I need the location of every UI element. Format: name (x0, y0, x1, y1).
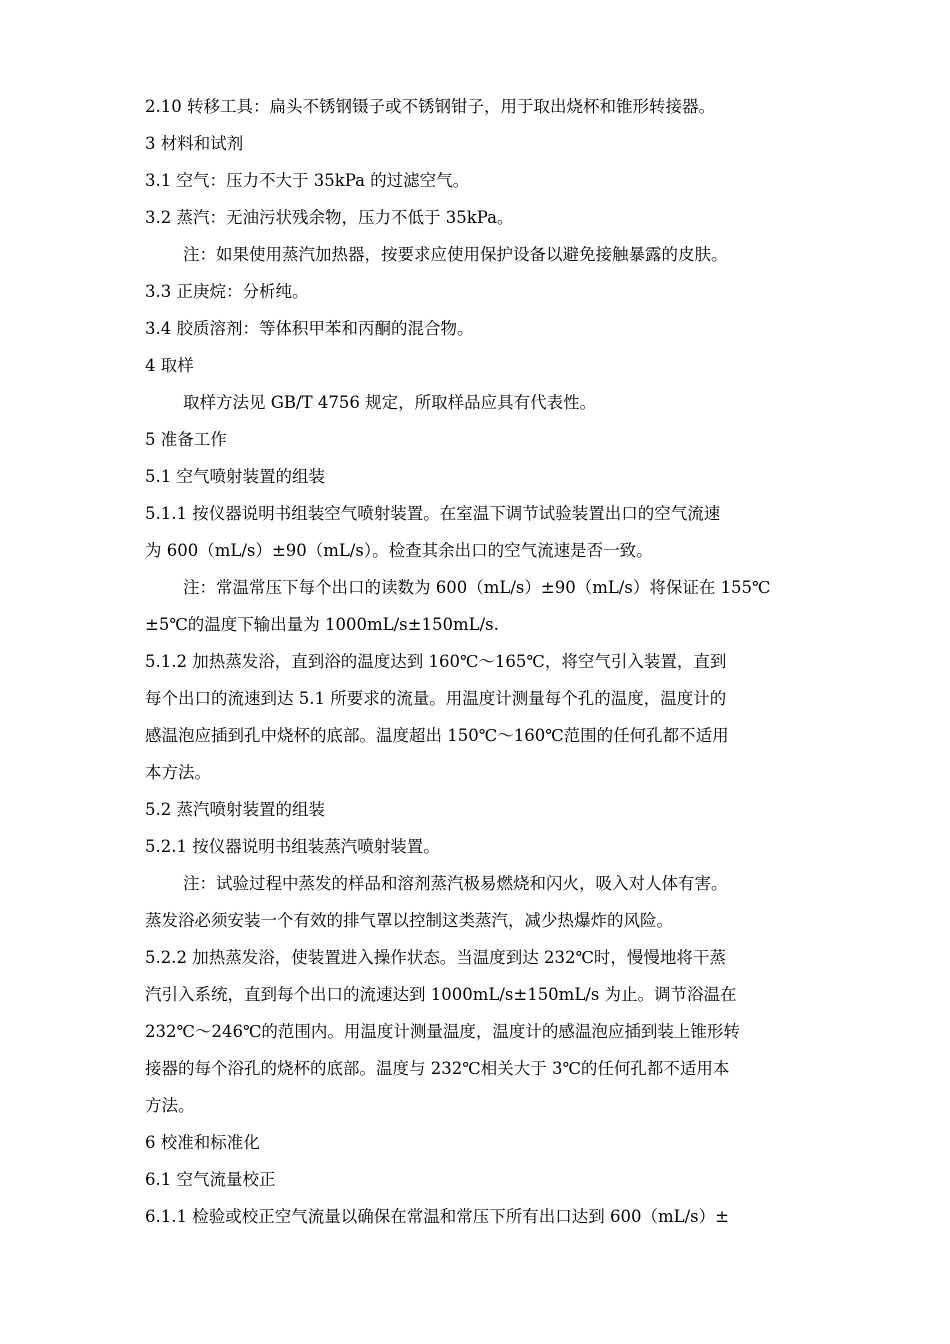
line-6-1-1: 6.1.1 检验或校正空气流量以确保在常温和常压下所有出口达到 600（mL/s）± (145, 1207, 729, 1226)
line-5-2-2-b: 汽引入系统，直到每个出口的流速达到 1000mL/s±150mL/s 为止。调节浴温在 (145, 985, 737, 1004)
line-5-2-1: 5.2.1 按仪器说明书组装蒸汽喷射装置。 (145, 837, 440, 856)
line-3-2: 3.2 蒸汽：无油污状残余物，压力不低于 35kPa。 (145, 208, 514, 227)
line-3-4: 3.4 胶质溶剂：等体积甲苯和丙酮的混合物。 (145, 319, 474, 338)
note-5-1-1-a: 注：常温常压下每个出口的读数为 600（mL/s）±90（mL/s）将保证在 155℃ (183, 578, 771, 597)
line-3-3: 3.3 正庚烷：分析纯。 (145, 282, 309, 301)
line-5-1-2-d: 本方法。 (145, 763, 211, 782)
line-5-2-2-d: 接器的每个浴孔的烧杯的底部。温度与 232℃相关大于 3℃的任何孔都不适用本 (145, 1059, 730, 1078)
line-5-1-2-b: 每个出口的流速到达 5.1 所要求的流量。用温度计测量每个孔的温度，温度计的 (145, 689, 727, 708)
heading-6: 6 校准和标准化 (145, 1133, 260, 1152)
heading-5-2: 5.2 蒸汽喷射装置的组装 (145, 800, 325, 819)
note-5-2-1-b: 蒸发浴必须安装一个有效的排气罩以控制这类蒸汽，减少热爆炸的风险。 (145, 911, 673, 930)
heading-5: 5 准备工作 (145, 430, 227, 449)
note-5-1-1-b: ±5℃的温度下输出量为 1000mL/s±150mL/s. (145, 615, 499, 634)
heading-5-1: 5.1 空气喷射装置的组装 (145, 467, 325, 486)
line-5-1-1-b: 为 600（mL/s）±90（mL/s）。检查其余出口的空气流速是否一致。 (145, 541, 653, 560)
line-3-1: 3.1 空气：压力不大于 35kPa 的过滤空气。 (145, 171, 470, 190)
line-5-1-1-a: 5.1.1 按仪器说明书组装空气喷射装置。在室温下调节试验装置出口的空气流速 (145, 504, 721, 523)
heading-3: 3 材料和试剂 (145, 134, 244, 153)
line-5-2-2-a: 5.2.2 加热蒸发浴，使装置进入操作状态。当温度到达 232℃时，慢慢地将干蒸 (145, 948, 726, 967)
heading-4: 4 取样 (145, 356, 194, 375)
line-5-1-2-c: 感温泡应插到孔中烧杯的底部。温度超出 150℃～160℃范围的任何孔都不适用 (145, 726, 729, 745)
note-steam-heater: 注：如果使用蒸汽加热器，按要求应使用保护设备以避免接触暴露的皮肤。 (183, 245, 728, 264)
sampling-paragraph: 取样方法见 GB/T 4756 规定，所取样品应具有代表性。 (183, 393, 597, 412)
line-5-2-2-c: 232℃～246℃的范围内。用温度计测量温度，温度计的感温泡应插到装上锥形转 (145, 1022, 740, 1041)
note-5-2-1-a: 注：试验过程中蒸发的样品和溶剂蒸汽极易燃烧和闪火，吸入对人体有害。 (183, 874, 728, 893)
line-2-10: 2.10 转移工具：扁头不锈钢镊子或不锈钢钳子，用于取出烧杯和锥形转接器。 (145, 97, 715, 116)
line-5-1-2-a: 5.1.2 加热蒸发浴，直到浴的温度达到 160℃～165℃，将空气引入装置，直到 (145, 652, 727, 671)
line-5-2-2-e: 方法。 (145, 1096, 195, 1115)
heading-6-1: 6.1 空气流量校正 (145, 1170, 276, 1189)
